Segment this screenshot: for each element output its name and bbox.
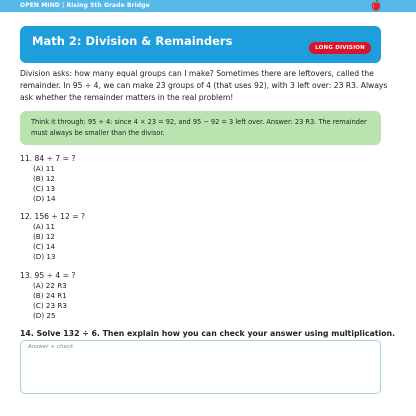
hint-box: Think it through: 95 ÷ 4: since 4 × 23 = 92, and 95 − 92 = 3 left over. Answer: 23 R3. The remainder must always be smaller than the divisor. bbox=[20, 111, 381, 145]
answer-option[interactable]: (A) 22 R3 bbox=[33, 281, 67, 290]
topic-badge: LONG DIVISION bbox=[309, 42, 371, 54]
lesson-header bbox=[20, 26, 381, 63]
answer-option[interactable]: (D) 25 bbox=[33, 311, 56, 320]
answer-option[interactable]: (B) 24 R1 bbox=[33, 291, 67, 300]
lesson-title: Math 2: Division & Remainders bbox=[32, 34, 233, 48]
answer-option[interactable]: (C) 14 bbox=[33, 242, 56, 251]
question-13 bbox=[20, 270, 75, 321]
answer-option[interactable]: (A) 11 bbox=[33, 222, 55, 231]
question-14-stem: 14. Solve 132 ÷ 6. Then explain how you can check your answer using multiplication. bbox=[20, 329, 396, 338]
answer-option[interactable]: (A) 11 bbox=[33, 164, 55, 173]
answer-option[interactable]: (B) 12 bbox=[33, 232, 55, 241]
brand-label: OPEN MIND | Rising 5th Grade Bridge bbox=[20, 2, 150, 9]
answer-field[interactable] bbox=[20, 340, 381, 394]
top-bar bbox=[0, 0, 416, 12]
answer-option[interactable]: (B) 12 bbox=[33, 174, 55, 183]
question-stem: 11. 84 ÷ 7 = ? bbox=[20, 154, 76, 163]
intro-paragraph: Division asks: how many equal groups can I make? Sometimes there are leftovers, called the remainder. In 95 ÷ 4, we can make 23 groups of 4 (that uses 92), with 3 left over: 23 R3. Always ask whether the remainder matters in the real problem! bbox=[20, 69, 388, 102]
answer-option[interactable]: (C) 13 bbox=[33, 184, 56, 193]
answer-option[interactable]: (D) 13 bbox=[33, 252, 56, 261]
answer-option[interactable]: (D) 14 bbox=[33, 194, 56, 203]
answer-placeholder: Answer + check bbox=[28, 344, 74, 350]
apple-icon bbox=[371, 0, 381, 12]
question-stem: 12. 156 ÷ 12 = ? bbox=[20, 212, 86, 221]
question-12 bbox=[20, 211, 85, 262]
answer-option[interactable]: (C) 23 R3 bbox=[33, 301, 67, 310]
question-11 bbox=[20, 153, 75, 204]
question-stem: 13. 95 ÷ 4 = ? bbox=[20, 271, 76, 280]
